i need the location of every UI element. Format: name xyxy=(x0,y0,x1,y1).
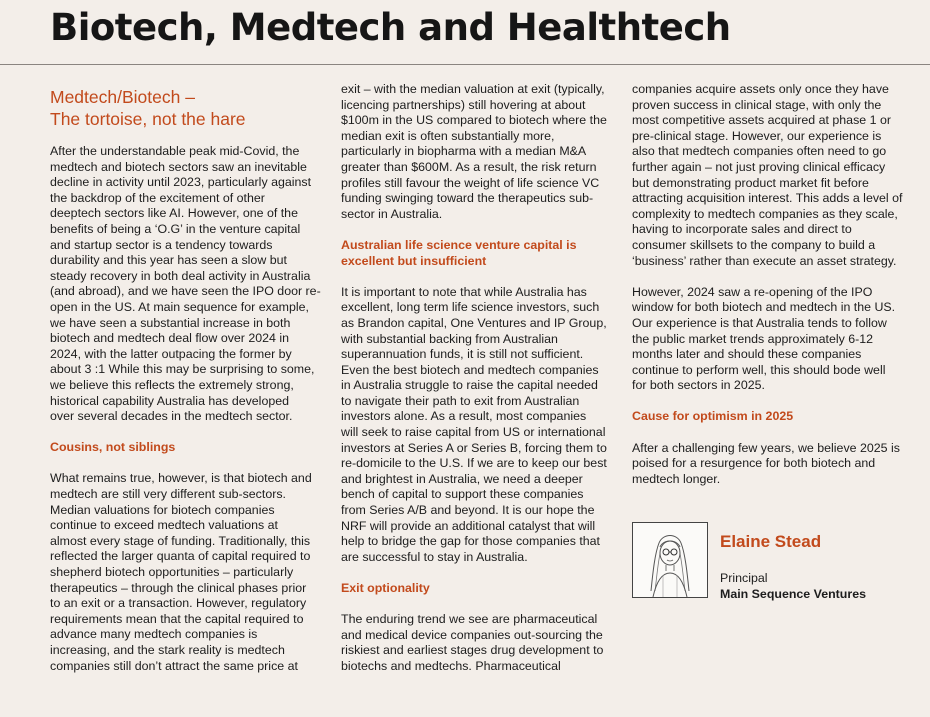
article-title: Medtech/Biotech – The tortoise, not the hare xyxy=(50,87,246,129)
page-header xyxy=(0,0,930,65)
paragraph: The enduring trend we see are pharmaceutical and medical device companies out-sourcing the riskiest and earliest stages drug development to biotechs and medtechs. Pharmaceutical xyxy=(341,612,604,673)
author-card xyxy=(632,522,912,602)
paragraph: However, 2024 saw a re-opening of the IPO window for both biotech and medtech in the US. Our experience is that Australia tends to follow the public market trends approximately 6-12 months later and should these companies continue to perform well, this should bode well for both sectors in 2025. xyxy=(632,284,896,393)
column-2 xyxy=(341,82,613,690)
section-heading: Exit optionality xyxy=(341,581,430,595)
column-3 xyxy=(632,82,904,503)
author-portrait xyxy=(632,522,708,598)
paragraph: It is important to note that while Australia has excellent, long term life science investors, such as Brandon capital, One Ventures and IP Group, with substantial backing from Australian superannuation funds, it is still not sufficient. Even the best biotech and medtech companies in Australia struggle to raise the capital needed to navigate their path to exit from Australian investors alone. As a result, most companies will seek to raise capital from US or international investors at Series A or Series B, forcing them to re-domicile to the U.S. If we are to keep our best and brightest in Australia, we need a deeper bench of capital to support these companies from Series A/B and beyond. It is our hope the NRF will provide an additional catalyst that will help to bridge the gap for those companies that are successful to stay in Australia. xyxy=(341,284,607,564)
paragraph: What remains true, however, is that biotech and medtech are still very different sub-sectors. Median valuations for biotech companies continue to exceed medtech valuations at almost every stage of funding. Traditionally, this reflected the larger quanta of capital required to shepherd biotech opportunities – particularly therapeutics – through the clinical phases prior to an exit or a transaction. However, regulatory requirements mean that the capital required to advance many medtech companies is increasing, and the stark reality is medtech companies still don’t attract the same price at xyxy=(50,471,312,673)
page-title: Biotech, Medtech and Healthtech xyxy=(50,6,731,49)
paragraph: exit – with the median valuation at exit (typically, licencing partnerships) still hovering at about $100m in the US compared to biotech where the median exit is often substantially more, particularly in biopharma with a median M&A greater than $600M. As a result, the risk return profiles still favour the weight of life science VC funding swinging toward the therapeutics sub- sector in Australia. xyxy=(341,82,607,221)
section-heading: Australian life science venture capital is excellent but insufficient xyxy=(341,237,577,268)
author-role: Principal xyxy=(720,571,768,585)
paragraph: After a challenging few years, we believe 2025 is poised for a resurgence for both biotech and medtech longer. xyxy=(632,440,900,486)
author-organization: Main Sequence Ventures xyxy=(720,587,866,601)
section-heading: Cousins, not siblings xyxy=(50,440,176,455)
section-heading: Cause for optimism in 2025 xyxy=(632,409,794,424)
author-name: Elaine Stead xyxy=(720,532,822,551)
portrait-illustration-icon xyxy=(633,523,707,597)
paragraph: After the understandable peak mid-Covid, the medtech and biotech sectors saw an inevitable decline in activity until 2023, particularly against the backdrop of the excitement of other deeptech sectors like AI. However, one of the benefits of being a ‘O.G’ in the venture capital and startup sector is a tendency towards durability and this year has seen a slow but steady recovery in both deal activity in Australia (and abroad), and we have seen the IPO door re- open in the US. At main sequence for example, we have seen a substantial increase in both biotech and medtech deal flow over 2024 in 2024, with the latter outpacing the former by about 3 :1 While this may be surprising to some, we believe this reflects the extremely strong, historical capability Australia has developed over several decades in the medtech sector. xyxy=(50,144,321,424)
column-1 xyxy=(50,86,322,690)
paragraph: companies acquire assets only once they have proven success in clinical stage, with only the most competitive assets acquired at phase 1 or pre-clinical stage. However, our experience is also that medtech companies often need to go further again – not just proving clinical efficacy but demonstrating product market fit before attracting acquisition interest. This adds a level of complexity to medtech companies as they scale, having to incorporate sales and direct to consumer skillsets to the company to build a ‘business’ rather than execute an asset strategy. xyxy=(632,82,903,268)
